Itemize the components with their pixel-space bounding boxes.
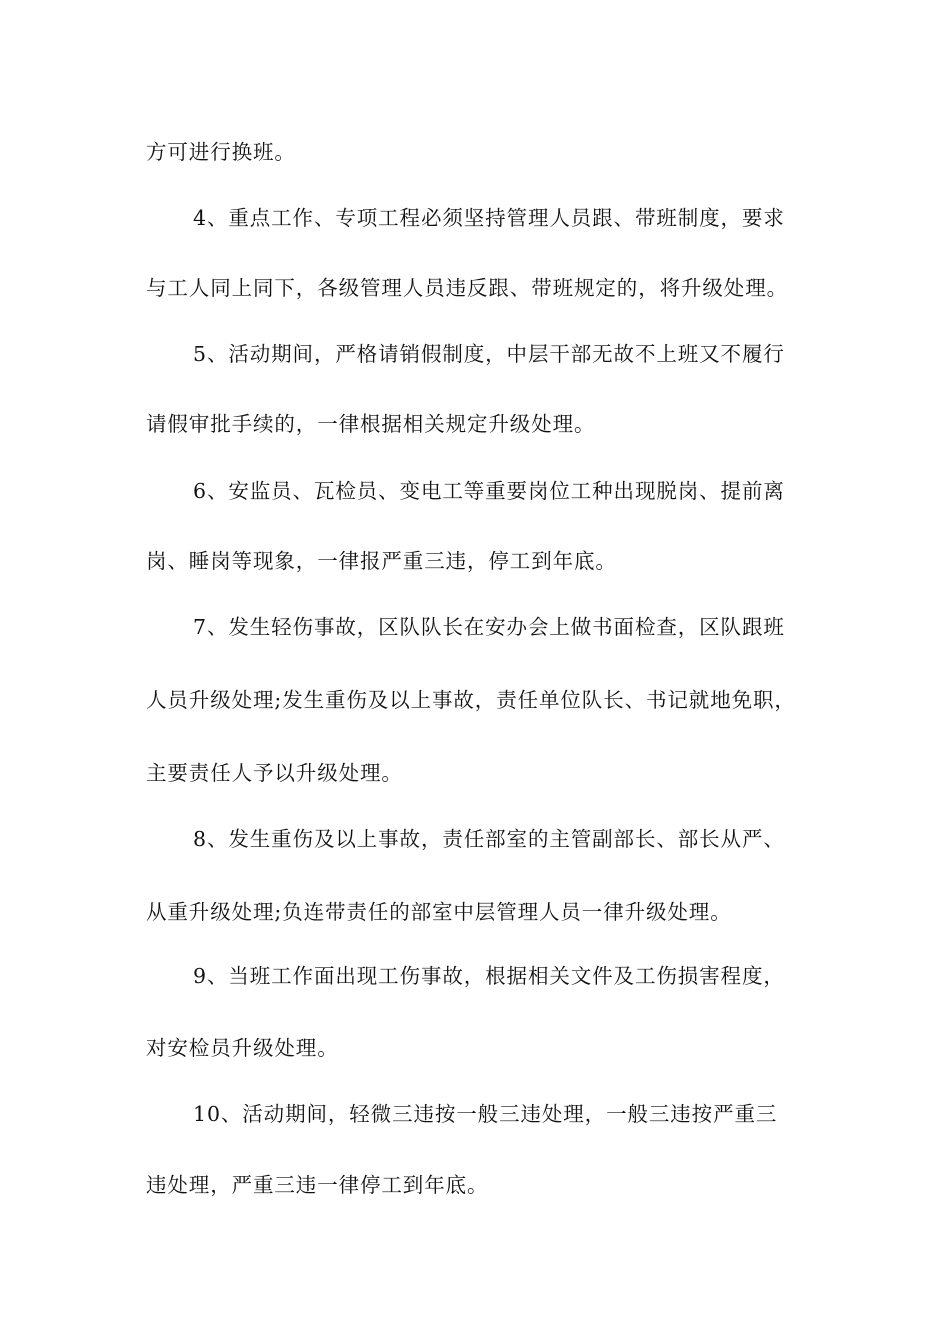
item-8-line-1: 8、发生重伤及以上事故，责任部室的主管副部长、部长从严、	[193, 827, 785, 851]
item-5-line-1: 5、活动期间，严格请销假制度，中层干部无故不上班又不履行	[193, 342, 785, 366]
item-7-line-1: 7、发生轻伤事故，区队队长在安办会上做书面检查，区队跟班	[193, 615, 785, 639]
text-line-continuation: 方可进行换班。	[146, 140, 296, 164]
item-8-line-2: 从重升级处理;负连带责任的部室中层管理人员一律升级处理。	[146, 900, 732, 924]
item-4-line-1: 4、重点工作、专项工程必须坚持管理人员跟、带班制度，要求	[193, 206, 785, 230]
item-10-line-2: 违处理，严重三违一律停工到年底。	[146, 1173, 489, 1197]
item-9-line-1: 9、当班工作面出现工伤事故，根据相关文件及工伤损害程度，	[193, 964, 785, 988]
item-6-line-1: 6、安监员、瓦检员、变电工等重要岗位工种出现脱岗、提前离	[193, 479, 785, 503]
item-4-line-2: 与工人同上同下，各级管理人员违反跟、带班规定的，将升级处理。	[146, 276, 788, 300]
item-5-line-2: 请假审批手续的，一律根据相关规定升级处理。	[146, 412, 596, 436]
item-7-line-2: 人员升级处理;发生重伤及以上事故，责任单位队长、书记就地免职，	[146, 688, 796, 712]
item-10-line-1: 10、活动期间，轻微三违按一般三违处理，一般三违按严重三	[193, 1102, 778, 1126]
item-6-line-2: 岗、睡岗等现象，一律报严重三违，停工到年底。	[146, 549, 617, 573]
item-7-line-3: 主要责任人予以升级处理。	[146, 761, 403, 785]
item-9-line-2: 对安检员升级处理。	[146, 1036, 339, 1060]
